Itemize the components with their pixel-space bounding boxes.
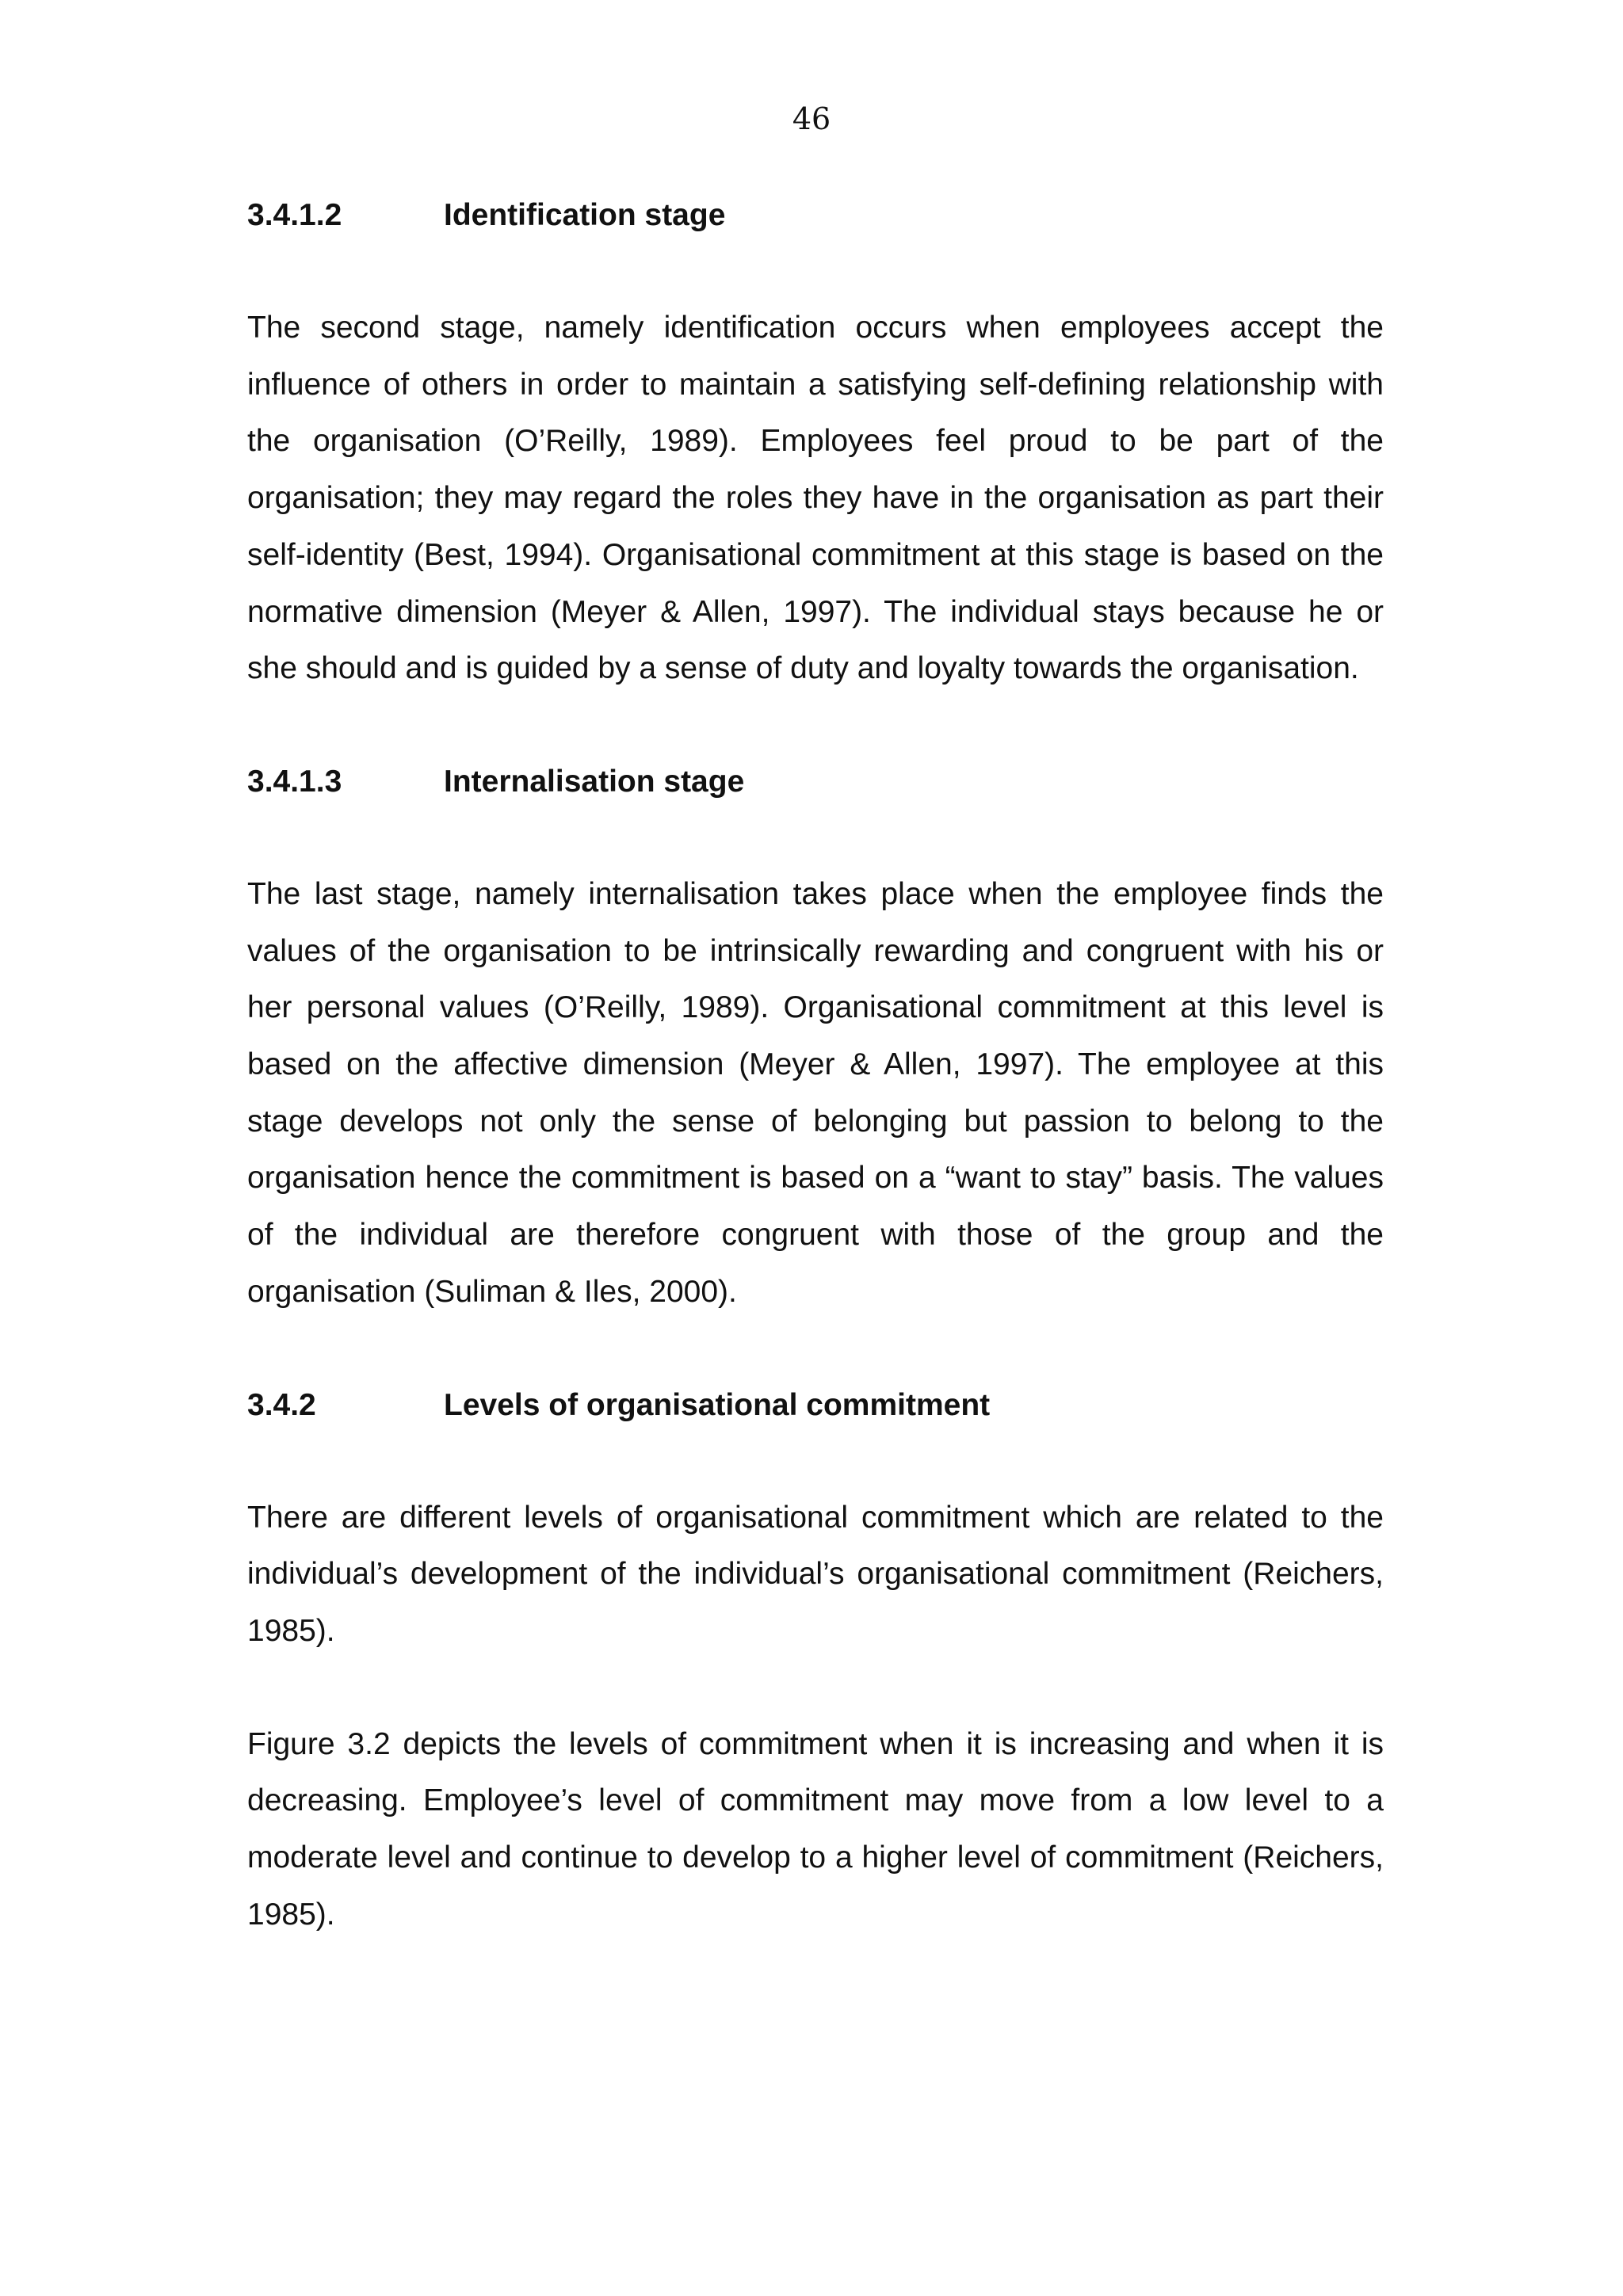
section-title: Identification stage [444,198,726,232]
page-number: 46 [792,101,831,136]
section-number: 3.4.1.2 [247,198,342,232]
section-title: Internalisation stage [444,764,745,799]
section-heading-identification [247,187,1384,244]
section-heading-levels [247,1377,1384,1434]
paragraph-levels-intro: There are different levels of organisational commitment which are related to the individual’s development of the individual’s organisational commitment (Reichers, 1985). [247,1500,1384,1648]
section-heading-internalisation [247,753,1384,810]
paragraph-identification: The second stage, namely identification occurs when employees accept the influence of others in order to maintain a satisfying self-defining relationship with the organisation (O’Reilly, 1989). Employees feel proud to be part of the organisation; they may regard the roles they have in the organisation as part their self-identity (Best, 1994). Organisational commitment at this stage is based on the normative dimension (Meyer & Allen, 1997). The individual stays because he or she should and is guided by a sense of duty and loyalty towards the organisation. [247,311,1384,686]
paragraph-internalisation: The last stage, namely internalisation takes place when the employee finds the values of the organisation to be intrinsically rewarding and congruent with his or her personal values (O’Reilly, 1989). Organisational commitment at this level is based on the affective dimension (Meyer & Allen, 1997). The employee at this stage develops not only the sense of belonging but passion to belong to the organisation hence the commitment is based on a “want to stay” basis. The values of the individual are therefore congruent with those of the group and the organisation (Suliman & Iles, 2000). [247,876,1384,1309]
section-number: 3.4.1.3 [247,764,342,799]
paragraph-figure-reference: Figure 3.2 depicts the levels of commitment when it is increasing and when it is decreasing. Employee’s level of commitment may move from a low level to a moderate level and continue to develop to a higher level of commitment (Reichers, 1985). [247,1726,1384,1932]
document-body [247,187,1384,1943]
section-number: 3.4.2 [247,1387,316,1422]
section-title: Levels of organisational commitment [444,1387,991,1422]
